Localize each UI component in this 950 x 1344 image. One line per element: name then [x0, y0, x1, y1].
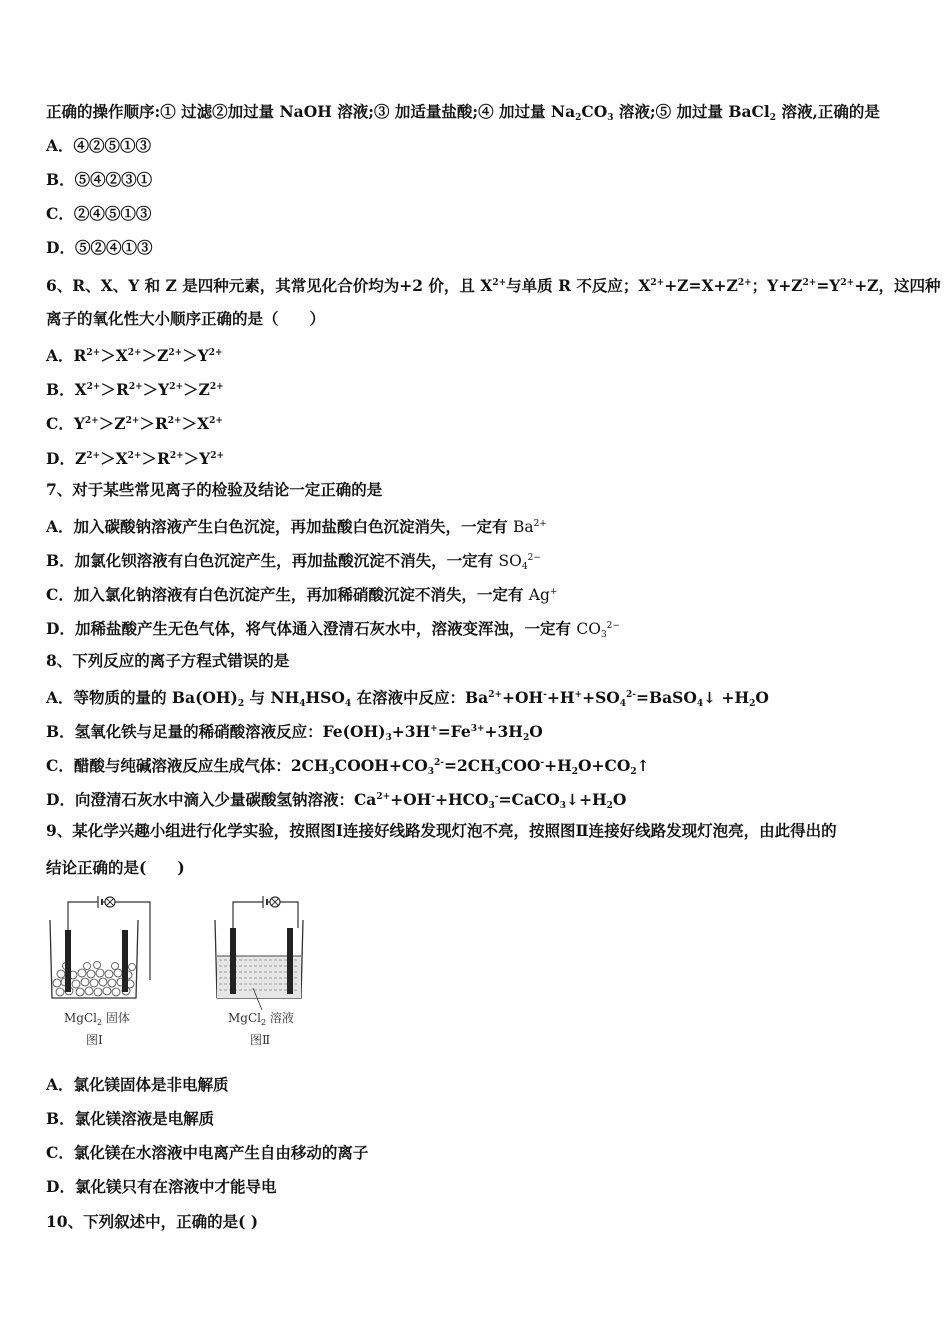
figure-1-label: MgCl$_2$ 固体 [64, 1011, 130, 1027]
q7-option-a: A．加入碳酸钠溶液产生白色沉淀，再加盐酸白色沉淀消失，一定有 $Ba^{2+}$ [46, 517, 547, 536]
q5-option-c: C．②④⑤①③ [46, 204, 152, 223]
figure-2-caption: 图Ⅱ [250, 1033, 271, 1047]
figure-2-label: MgCl$_2$ 溶液 [228, 1011, 294, 1027]
q6-stem-line1: 6、R、X、Y 和 Z 是四种元素，其常见化合价均为+2 价，且 $X^{2+}$与单质 R 不反应；$X^{2+}+Z=X+Z^{2+}$；$Y+Z^{2+}=Y^{2+}+Z$，这四种 [46, 276, 941, 295]
q9-stem-line1: 9、某化学兴趣小组进行化学实验，按照图Ⅰ连接好线路发现灯泡不亮，按照图Ⅱ连接好线路发现灯泡亮，由此得出的 [46, 821, 837, 840]
q8-stem: 8、下列反应的离子方程式错误的是 [46, 651, 290, 670]
figure-2-apparatus [215, 896, 303, 1010]
q8-option-a: A．等物质的量的 $Ba(OH)_2$ 与 $NH_4HSO_4$ 在溶液中反应：$Ba^{2+}+OH^-+H^++SO_4^{2-}=BaSO_4↓ +H_2O$ [46, 688, 769, 709]
figure-1-caption: 图Ⅰ [86, 1033, 103, 1047]
q6-option-b: B．$X^{2+}>R^{2+}>Y^{2+}>Z^{2+}$ [46, 380, 224, 399]
q5-option-d: D．⑤②④①③ [46, 238, 153, 257]
q9-option-a: A．氯化镁固体是非电解质 [46, 1075, 229, 1094]
conductivity-experiment-figure [40, 890, 310, 1055]
q8-option-d: D．向澄清石灰水中滴入少量碳酸氢钠溶液：$Ca^{2+}+OH^-+HCO_3^-=CaCO_3↓+H_2O$ [46, 790, 627, 811]
q8-option-c: C．醋酸与纯碱溶液反应生成气体：$2CH_3COOH+CO_3^{2-}=2CH_3COO^-+H_2O+CO_2↑$ [46, 756, 650, 777]
q6-option-a: A．$R^{2+}>X^{2+}>Z^{2+}>Y^{2+}$ [46, 346, 223, 365]
q7-option-d: D．加稀盐酸产生无色气体，将气体通入澄清石灰水中，溶液变浑浊，一定有 $CO_3^{2-}$ [46, 619, 620, 640]
q5-option-b: B．⑤④②③① [46, 170, 153, 189]
q7-option-c: C．加入氯化钠溶液有白色沉淀产生，再加稀硝酸沉淀不消失，一定有 Ag+ [46, 585, 558, 604]
q6-option-d: D．$Z^{2+}>X^{2+}>R^{2+}>Y^{2+}$ [46, 449, 225, 468]
q5-stem: 正确的操作顺序:① 过滤②加过量 NaOH 溶液;③ 加适量盐酸;④ 加过量 $Na_2CO_3$ 溶液;⑤ 加过量 BaCl$_2$ 溶液,正确的是 [46, 102, 880, 123]
q7-stem: 7、对于某些常见离子的检验及结论一定正确的是 [46, 480, 383, 499]
q7-option-b: B．加氯化钡溶液有白色沉淀产生，再加盐酸沉淀不消失，一定有 $SO_4^{2-}$ [46, 551, 541, 572]
q6-stem-line2: 离子的氧化性大小顺序正确的是（ ） [46, 309, 326, 328]
q6-option-c: C．$Y^{2+}>Z^{2+}>R^{2+}>X^{2+}$ [46, 414, 223, 433]
q8-option-b: B．氢氧化铁与足量的稀硝酸溶液反应：$Fe(OH)_3+3H^+=Fe^{3+}+3H_2O$ [46, 722, 543, 743]
q9-option-d: D．氯化镁只有在溶液中才能导电 [46, 1177, 277, 1196]
q9-stem-line2: 结论正确的是( ) [46, 858, 185, 877]
q10-stem: 10、下列叙述中，正确的是( ) [46, 1212, 259, 1231]
q5-option-a: A．④②⑤①③ [46, 136, 152, 155]
q9-option-c: C．氯化镁在水溶液中电离产生自由移动的离子 [46, 1143, 369, 1162]
q9-option-b: B．氯化镁溶液是电解质 [46, 1109, 215, 1128]
figure-1-apparatus [50, 896, 150, 998]
